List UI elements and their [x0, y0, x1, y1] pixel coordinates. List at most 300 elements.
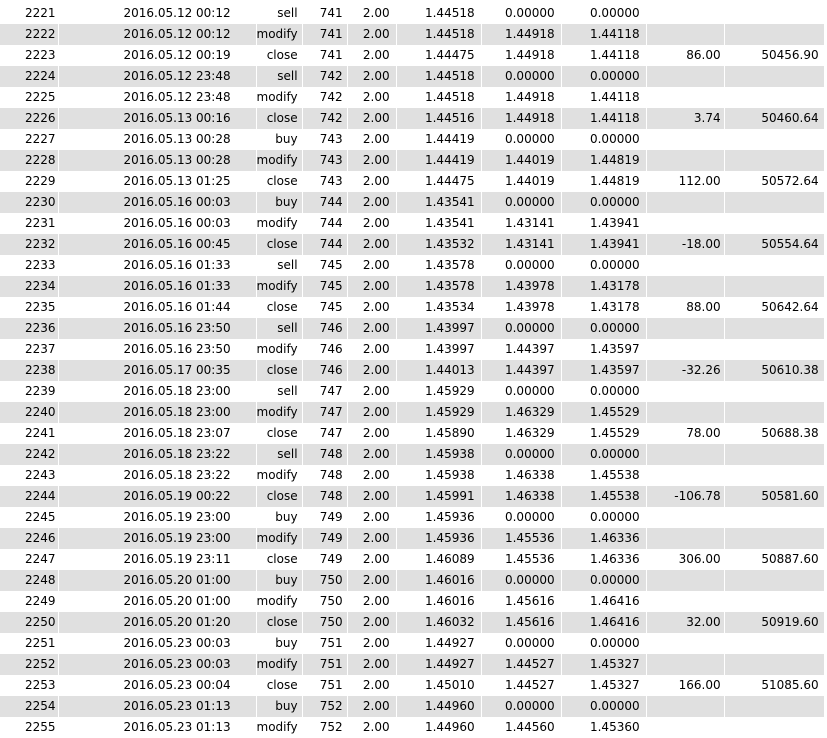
- order-time-cell: 2016.05.18 23:00: [58, 402, 256, 423]
- order-type-cell: sell: [256, 444, 302, 465]
- order-ticket-cell: 743: [302, 150, 347, 171]
- profit-cell: [646, 633, 724, 654]
- balance-cell: [724, 633, 824, 654]
- balance-cell: [724, 444, 824, 465]
- order-size-cell: 2.00: [347, 150, 396, 171]
- table-row[interactable]: [0, 24, 824, 45]
- table-row[interactable]: [0, 591, 824, 612]
- balance-cell: [724, 24, 824, 45]
- profit-cell: [646, 213, 724, 234]
- row-number-cell: 2240: [0, 402, 58, 423]
- stop-loss-cell: 1.46329: [481, 402, 561, 423]
- stop-loss-cell: 1.44918: [481, 24, 561, 45]
- row-number-cell: 2224: [0, 66, 58, 87]
- order-type-cell: close: [256, 612, 302, 633]
- results-table: [0, 3, 825, 738]
- balance-cell: [724, 87, 824, 108]
- order-type-cell: close: [256, 108, 302, 129]
- order-price-cell: 1.46016: [396, 570, 481, 591]
- profit-cell: [646, 444, 724, 465]
- order-size-cell: 2.00: [347, 276, 396, 297]
- order-ticket-cell: 752: [302, 696, 347, 717]
- balance-cell: 50460.64: [724, 108, 824, 129]
- order-ticket-cell: 743: [302, 171, 347, 192]
- order-price-cell: 1.45991: [396, 486, 481, 507]
- order-ticket-cell: 750: [302, 612, 347, 633]
- order-size-cell: 2.00: [347, 129, 396, 150]
- stop-loss-cell: 1.46338: [481, 465, 561, 486]
- order-size-cell: 2.00: [347, 297, 396, 318]
- order-ticket-cell: 747: [302, 423, 347, 444]
- profit-cell: [646, 192, 724, 213]
- order-type-cell: modify: [256, 591, 302, 612]
- row-number-cell: 2246: [0, 528, 58, 549]
- order-ticket-cell: 750: [302, 591, 347, 612]
- order-size-cell: 2.00: [347, 360, 396, 381]
- table-row[interactable]: [0, 549, 824, 570]
- stop-loss-cell: 1.46338: [481, 486, 561, 507]
- order-price-cell: 1.44419: [396, 129, 481, 150]
- row-number-cell: 2230: [0, 192, 58, 213]
- take-profit-cell: 0.00000: [561, 255, 646, 276]
- table-row[interactable]: [0, 696, 824, 717]
- order-time-cell: 2016.05.20 01:20: [58, 612, 256, 633]
- stop-loss-cell: 1.45536: [481, 528, 561, 549]
- balance-cell: [724, 402, 824, 423]
- order-ticket-cell: 752: [302, 717, 347, 738]
- order-time-cell: 2016.05.23 00:03: [58, 654, 256, 675]
- take-profit-cell: 1.45529: [561, 402, 646, 423]
- table-row[interactable]: [0, 213, 824, 234]
- order-size-cell: 2.00: [347, 423, 396, 444]
- table-row[interactable]: [0, 66, 824, 87]
- order-time-cell: 2016.05.16 23:50: [58, 318, 256, 339]
- balance-cell: 50554.64: [724, 234, 824, 255]
- order-price-cell: 1.44419: [396, 150, 481, 171]
- order-ticket-cell: 746: [302, 360, 347, 381]
- balance-cell: [724, 213, 824, 234]
- take-profit-cell: 1.43597: [561, 339, 646, 360]
- table-row[interactable]: [0, 276, 824, 297]
- stop-loss-cell: 1.44397: [481, 339, 561, 360]
- profit-cell: [646, 381, 724, 402]
- order-price-cell: 1.46016: [396, 591, 481, 612]
- row-number-cell: 2236: [0, 318, 58, 339]
- order-type-cell: close: [256, 675, 302, 696]
- order-type-cell: modify: [256, 402, 302, 423]
- order-type-cell: modify: [256, 276, 302, 297]
- order-time-cell: 2016.05.12 00:19: [58, 45, 256, 66]
- table-row[interactable]: [0, 129, 824, 150]
- table-row[interactable]: [0, 570, 824, 591]
- order-time-cell: 2016.05.17 00:35: [58, 360, 256, 381]
- order-size-cell: 2.00: [347, 717, 396, 738]
- order-time-cell: 2016.05.19 23:00: [58, 507, 256, 528]
- order-time-cell: 2016.05.19 23:00: [58, 528, 256, 549]
- order-price-cell: 1.44518: [396, 66, 481, 87]
- order-ticket-cell: 744: [302, 213, 347, 234]
- order-price-cell: 1.43532: [396, 234, 481, 255]
- profit-cell: 306.00: [646, 549, 724, 570]
- order-size-cell: 2.00: [347, 318, 396, 339]
- order-ticket-cell: 745: [302, 255, 347, 276]
- order-price-cell: 1.44960: [396, 696, 481, 717]
- table-row[interactable]: [0, 234, 824, 255]
- order-time-cell: 2016.05.20 01:00: [58, 591, 256, 612]
- order-type-cell: sell: [256, 318, 302, 339]
- order-size-cell: 2.00: [347, 3, 396, 24]
- table-row[interactable]: [0, 402, 824, 423]
- order-time-cell: 2016.05.18 23:22: [58, 444, 256, 465]
- balance-cell: [724, 465, 824, 486]
- stop-loss-cell: 1.43141: [481, 234, 561, 255]
- take-profit-cell: 0.00000: [561, 381, 646, 402]
- profit-cell: -106.78: [646, 486, 724, 507]
- order-ticket-cell: 749: [302, 528, 347, 549]
- order-time-cell: 2016.05.16 00:45: [58, 234, 256, 255]
- table-row[interactable]: [0, 108, 824, 129]
- row-number-cell: 2222: [0, 24, 58, 45]
- stop-loss-cell: 1.44918: [481, 45, 561, 66]
- order-size-cell: 2.00: [347, 570, 396, 591]
- order-time-cell: 2016.05.16 00:03: [58, 213, 256, 234]
- row-number-cell: 2223: [0, 45, 58, 66]
- order-price-cell: 1.44475: [396, 171, 481, 192]
- balance-cell: [724, 591, 824, 612]
- row-number-cell: 2252: [0, 654, 58, 675]
- balance-cell: [724, 570, 824, 591]
- take-profit-cell: 0.00000: [561, 444, 646, 465]
- row-number-cell: 2255: [0, 717, 58, 738]
- row-number-cell: 2221: [0, 3, 58, 24]
- order-time-cell: 2016.05.18 23:00: [58, 381, 256, 402]
- order-type-cell: close: [256, 45, 302, 66]
- balance-cell: [724, 717, 824, 738]
- profit-cell: [646, 255, 724, 276]
- take-profit-cell: 1.46416: [561, 612, 646, 633]
- order-type-cell: buy: [256, 507, 302, 528]
- order-time-cell: 2016.05.13 01:25: [58, 171, 256, 192]
- order-time-cell: 2016.05.23 01:13: [58, 696, 256, 717]
- order-size-cell: 2.00: [347, 654, 396, 675]
- order-time-cell: 2016.05.16 23:50: [58, 339, 256, 360]
- order-size-cell: 2.00: [347, 612, 396, 633]
- profit-cell: [646, 570, 724, 591]
- stop-loss-cell: 0.00000: [481, 318, 561, 339]
- order-price-cell: 1.43997: [396, 339, 481, 360]
- take-profit-cell: 1.43941: [561, 234, 646, 255]
- order-type-cell: close: [256, 423, 302, 444]
- table-row[interactable]: [0, 297, 824, 318]
- order-type-cell: buy: [256, 129, 302, 150]
- order-time-cell: 2016.05.19 00:22: [58, 486, 256, 507]
- row-number-cell: 2229: [0, 171, 58, 192]
- stop-loss-cell: 0.00000: [481, 696, 561, 717]
- table-row[interactable]: [0, 255, 824, 276]
- table-row[interactable]: [0, 612, 824, 633]
- stop-loss-cell: 0.00000: [481, 3, 561, 24]
- order-time-cell: 2016.05.16 00:03: [58, 192, 256, 213]
- stop-loss-cell: 1.44019: [481, 150, 561, 171]
- profit-cell: [646, 696, 724, 717]
- table-row[interactable]: [0, 465, 824, 486]
- take-profit-cell: 1.43178: [561, 297, 646, 318]
- profit-cell: [646, 717, 724, 738]
- order-price-cell: 1.43997: [396, 318, 481, 339]
- stop-loss-cell: 1.43978: [481, 297, 561, 318]
- order-size-cell: 2.00: [347, 192, 396, 213]
- stop-loss-cell: 1.44918: [481, 108, 561, 129]
- balance-cell: 50642.64: [724, 297, 824, 318]
- profit-cell: 166.00: [646, 675, 724, 696]
- order-time-cell: 2016.05.13 00:16: [58, 108, 256, 129]
- order-size-cell: 2.00: [347, 528, 396, 549]
- order-price-cell: 1.44518: [396, 24, 481, 45]
- order-time-cell: 2016.05.19 23:11: [58, 549, 256, 570]
- table-row[interactable]: [0, 87, 824, 108]
- table-row[interactable]: [0, 192, 824, 213]
- stop-loss-cell: 0.00000: [481, 129, 561, 150]
- order-type-cell: modify: [256, 24, 302, 45]
- stop-loss-cell: 0.00000: [481, 255, 561, 276]
- row-number-cell: 2228: [0, 150, 58, 171]
- balance-cell: [724, 381, 824, 402]
- take-profit-cell: 1.43178: [561, 276, 646, 297]
- table-row[interactable]: [0, 717, 824, 738]
- order-type-cell: modify: [256, 717, 302, 738]
- order-size-cell: 2.00: [347, 66, 396, 87]
- table-row[interactable]: [0, 528, 824, 549]
- order-price-cell: 1.46089: [396, 549, 481, 570]
- profit-cell: [646, 276, 724, 297]
- table-row[interactable]: [0, 486, 824, 507]
- order-type-cell: buy: [256, 633, 302, 654]
- order-size-cell: 2.00: [347, 234, 396, 255]
- table-row[interactable]: [0, 654, 824, 675]
- balance-cell: [724, 339, 824, 360]
- order-time-cell: 2016.05.18 23:22: [58, 465, 256, 486]
- balance-cell: [724, 528, 824, 549]
- table-row[interactable]: [0, 675, 824, 696]
- take-profit-cell: 1.45529: [561, 423, 646, 444]
- table-row[interactable]: [0, 423, 824, 444]
- take-profit-cell: 1.45538: [561, 486, 646, 507]
- order-size-cell: 2.00: [347, 255, 396, 276]
- order-type-cell: buy: [256, 570, 302, 591]
- order-size-cell: 2.00: [347, 24, 396, 45]
- order-size-cell: 2.00: [347, 108, 396, 129]
- table-row[interactable]: [0, 45, 824, 66]
- order-type-cell: modify: [256, 528, 302, 549]
- order-price-cell: 1.43541: [396, 213, 481, 234]
- take-profit-cell: 1.44819: [561, 171, 646, 192]
- order-ticket-cell: 748: [302, 486, 347, 507]
- order-time-cell: 2016.05.12 23:48: [58, 87, 256, 108]
- order-type-cell: close: [256, 297, 302, 318]
- stop-loss-cell: 1.44019: [481, 171, 561, 192]
- order-type-cell: close: [256, 486, 302, 507]
- take-profit-cell: 0.00000: [561, 633, 646, 654]
- table-row[interactable]: [0, 3, 824, 24]
- order-ticket-cell: 747: [302, 381, 347, 402]
- stop-loss-cell: 0.00000: [481, 507, 561, 528]
- profit-cell: 78.00: [646, 423, 724, 444]
- profit-cell: [646, 87, 724, 108]
- row-number-cell: 2241: [0, 423, 58, 444]
- profit-cell: [646, 150, 724, 171]
- order-size-cell: 2.00: [347, 402, 396, 423]
- profit-cell: [646, 528, 724, 549]
- profit-cell: [646, 129, 724, 150]
- row-number-cell: 2250: [0, 612, 58, 633]
- order-type-cell: sell: [256, 255, 302, 276]
- take-profit-cell: 1.44819: [561, 150, 646, 171]
- order-ticket-cell: 746: [302, 318, 347, 339]
- row-number-cell: 2239: [0, 381, 58, 402]
- order-type-cell: buy: [256, 696, 302, 717]
- table-row[interactable]: [0, 381, 824, 402]
- order-type-cell: modify: [256, 465, 302, 486]
- profit-cell: -18.00: [646, 234, 724, 255]
- row-number-cell: 2251: [0, 633, 58, 654]
- take-profit-cell: 0.00000: [561, 3, 646, 24]
- stop-loss-cell: 0.00000: [481, 633, 561, 654]
- row-number-cell: 2233: [0, 255, 58, 276]
- order-price-cell: 1.44927: [396, 654, 481, 675]
- stop-loss-cell: 1.44397: [481, 360, 561, 381]
- row-number-cell: 2244: [0, 486, 58, 507]
- order-type-cell: sell: [256, 3, 302, 24]
- order-size-cell: 2.00: [347, 171, 396, 192]
- order-type-cell: sell: [256, 66, 302, 87]
- stop-loss-cell: 1.44527: [481, 654, 561, 675]
- balance-cell: 50887.60: [724, 549, 824, 570]
- stop-loss-cell: 0.00000: [481, 570, 561, 591]
- order-ticket-cell: 748: [302, 465, 347, 486]
- table-row[interactable]: [0, 444, 824, 465]
- order-ticket-cell: 745: [302, 297, 347, 318]
- order-ticket-cell: 742: [302, 87, 347, 108]
- row-number-cell: 2253: [0, 675, 58, 696]
- order-size-cell: 2.00: [347, 45, 396, 66]
- order-type-cell: close: [256, 234, 302, 255]
- order-time-cell: 2016.05.23 01:13: [58, 717, 256, 738]
- row-number-cell: 2248: [0, 570, 58, 591]
- order-price-cell: 1.43541: [396, 192, 481, 213]
- balance-cell: 50919.60: [724, 612, 824, 633]
- order-ticket-cell: 747: [302, 402, 347, 423]
- order-ticket-cell: 749: [302, 507, 347, 528]
- balance-cell: [724, 66, 824, 87]
- take-profit-cell: 0.00000: [561, 696, 646, 717]
- take-profit-cell: 1.46336: [561, 528, 646, 549]
- table-row[interactable]: [0, 507, 824, 528]
- row-number-cell: 2235: [0, 297, 58, 318]
- take-profit-cell: 0.00000: [561, 66, 646, 87]
- order-ticket-cell: 751: [302, 633, 347, 654]
- balance-cell: [724, 192, 824, 213]
- row-number-cell: 2234: [0, 276, 58, 297]
- order-size-cell: 2.00: [347, 591, 396, 612]
- take-profit-cell: 0.00000: [561, 129, 646, 150]
- balance-cell: [724, 276, 824, 297]
- take-profit-cell: 0.00000: [561, 318, 646, 339]
- row-number-cell: 2232: [0, 234, 58, 255]
- order-size-cell: 2.00: [347, 486, 396, 507]
- order-size-cell: 2.00: [347, 339, 396, 360]
- order-type-cell: modify: [256, 654, 302, 675]
- table-row[interactable]: [0, 633, 824, 654]
- stop-loss-cell: 1.43141: [481, 213, 561, 234]
- order-ticket-cell: 745: [302, 276, 347, 297]
- row-number-cell: 2249: [0, 591, 58, 612]
- balance-cell: 51085.60: [724, 675, 824, 696]
- profit-cell: [646, 3, 724, 24]
- take-profit-cell: 1.46416: [561, 591, 646, 612]
- stop-loss-cell: 1.46329: [481, 423, 561, 444]
- order-price-cell: 1.44927: [396, 633, 481, 654]
- row-number-cell: 2247: [0, 549, 58, 570]
- profit-cell: 88.00: [646, 297, 724, 318]
- profit-cell: [646, 507, 724, 528]
- order-price-cell: 1.45010: [396, 675, 481, 696]
- order-time-cell: 2016.05.16 01:33: [58, 276, 256, 297]
- take-profit-cell: 1.45327: [561, 654, 646, 675]
- order-type-cell: close: [256, 549, 302, 570]
- balance-cell: [724, 255, 824, 276]
- order-price-cell: 1.45938: [396, 444, 481, 465]
- row-number-cell: 2243: [0, 465, 58, 486]
- order-type-cell: modify: [256, 150, 302, 171]
- results-table-body: [0, 3, 824, 738]
- stop-loss-cell: 0.00000: [481, 66, 561, 87]
- order-ticket-cell: 751: [302, 675, 347, 696]
- order-price-cell: 1.45929: [396, 381, 481, 402]
- stop-loss-cell: 1.44918: [481, 87, 561, 108]
- order-ticket-cell: 743: [302, 129, 347, 150]
- profit-cell: [646, 318, 724, 339]
- order-type-cell: close: [256, 171, 302, 192]
- row-number-cell: 2226: [0, 108, 58, 129]
- order-price-cell: 1.43578: [396, 276, 481, 297]
- profit-cell: [646, 465, 724, 486]
- take-profit-cell: 0.00000: [561, 192, 646, 213]
- balance-cell: 50572.64: [724, 171, 824, 192]
- order-type-cell: close: [256, 360, 302, 381]
- row-number-cell: 2245: [0, 507, 58, 528]
- balance-cell: [724, 150, 824, 171]
- order-ticket-cell: 751: [302, 654, 347, 675]
- order-size-cell: 2.00: [347, 549, 396, 570]
- order-type-cell: modify: [256, 213, 302, 234]
- order-price-cell: 1.45929: [396, 402, 481, 423]
- take-profit-cell: 1.43941: [561, 213, 646, 234]
- table-row[interactable]: [0, 339, 824, 360]
- table-row[interactable]: [0, 150, 824, 171]
- table-row[interactable]: [0, 318, 824, 339]
- take-profit-cell: 1.45327: [561, 675, 646, 696]
- order-size-cell: 2.00: [347, 444, 396, 465]
- table-row[interactable]: [0, 360, 824, 381]
- balance-cell: 50456.90: [724, 45, 824, 66]
- table-row[interactable]: [0, 171, 824, 192]
- row-number-cell: 2225: [0, 87, 58, 108]
- order-type-cell: sell: [256, 381, 302, 402]
- profit-cell: 3.74: [646, 108, 724, 129]
- order-price-cell: 1.44960: [396, 717, 481, 738]
- order-ticket-cell: 741: [302, 24, 347, 45]
- order-size-cell: 2.00: [347, 87, 396, 108]
